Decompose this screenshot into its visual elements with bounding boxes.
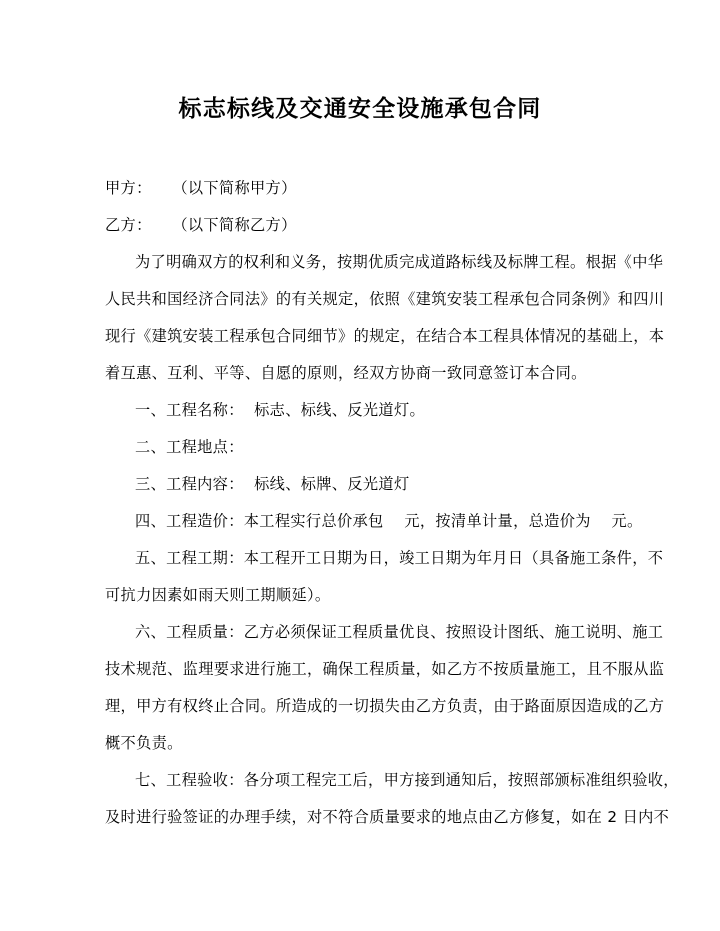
- clause-line-6: 概不负责。: [105, 734, 183, 752]
- preamble-line: 为了明确双方的权利和义务，按期优质完成道路标线及标牌工程。根据《中华: [135, 253, 664, 271]
- preamble-line: 着互惠、互利、平等、自愿的原则，经双方协商一致同意签订本合同。: [105, 364, 587, 382]
- clause-line-5: 可抗力因素如雨天则工期顺延）。: [105, 586, 331, 604]
- preamble-line: 现行《建筑安装工程承包合同细节》的规定，在结合本工程具体情况的基础上，本: [105, 327, 665, 345]
- clause-line-6: 六、工程质量：乙方必须保证工程质量优良、按照设计图纸、施工说明、施工: [135, 623, 664, 641]
- preamble-line: 人民共和国经济合同法》的有关规定，依照《建筑安装工程承包合同条例》和四川: [105, 290, 665, 308]
- clause-line-7: 及时进行验签证的办理手续，对不符合质量要求的地点由乙方修复，如在 2 日内不: [105, 808, 670, 826]
- clause-line-6: 技术规范、监理要求进行施工，确保工程质量，如乙方不按质量施工，且不服从监: [105, 660, 665, 678]
- party-line-yifang: 乙方： （以下简称乙方）: [105, 216, 297, 234]
- clause-line-2: 二、工程地点：: [135, 438, 244, 456]
- clause-line-1: 一、工程名称： 标志、标线、反光道灯。: [135, 401, 426, 419]
- clause-line-5: 五、工程工期：本工程开工日期为日，竣工日期为年月日（具备施工条件，不: [135, 549, 664, 567]
- clause-line-4: 四、工程造价：本工程实行总价承包 元，按清单计量，总造价为 元。: [135, 512, 643, 530]
- document-body: [105, 170, 679, 836]
- clause-line-3: 三、工程内容： 标线、标牌、反光道灯: [135, 475, 410, 493]
- clause-line-7: 七、工程验收：各分项工程完工后，甲方接到通知后，按照部颁标准组织验收，: [135, 771, 679, 789]
- clause-line-6: 理，甲方有权终止合同。所造成的一切损失由乙方负责，由于路面原因造成的乙方: [105, 697, 665, 715]
- page-title: 标志标线及交通安全设施承包合同: [178, 96, 542, 123]
- party-line-jiafang: 甲方： （以下简称甲方）: [105, 179, 297, 197]
